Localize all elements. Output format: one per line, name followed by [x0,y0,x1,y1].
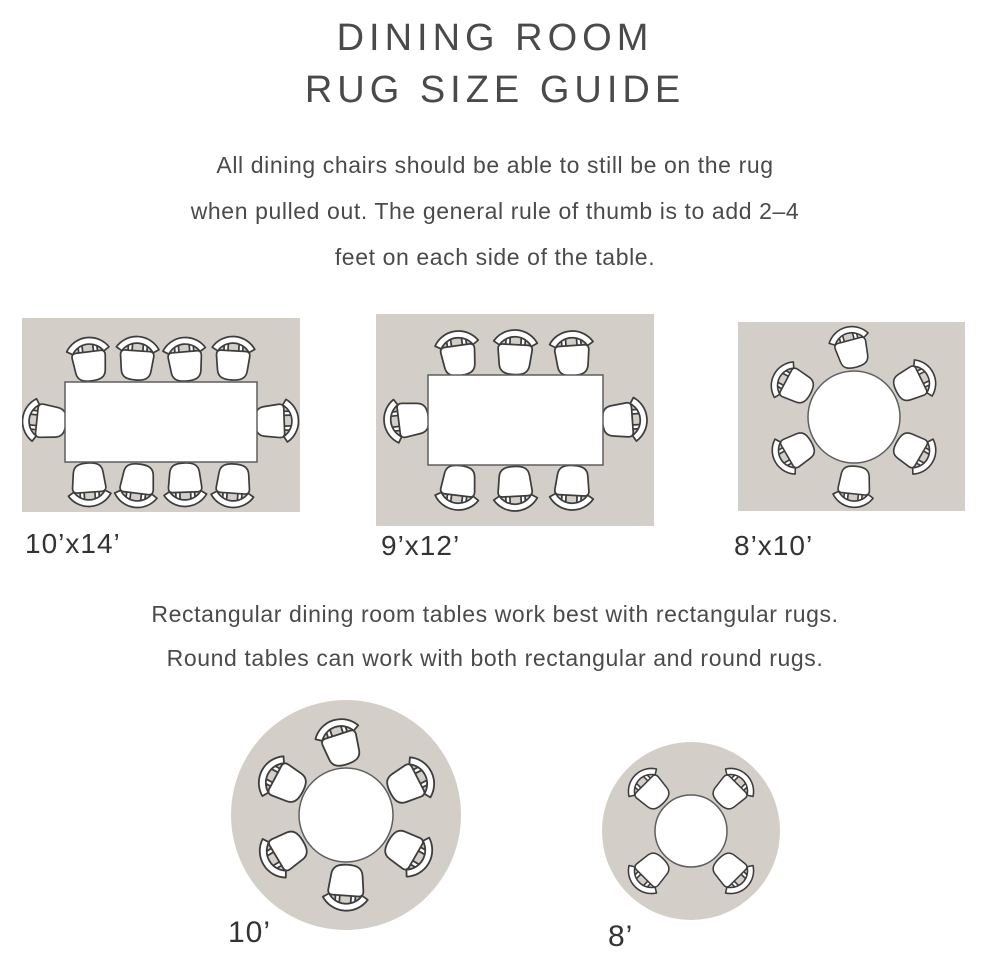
title-line-1: DINING ROOM [336,17,654,59]
dining-table [808,371,900,463]
rug-size-label-10x14: 10’x14’ [25,528,121,559]
rug-diagram-round-8-graphic [601,741,781,921]
rug-size-label-round-8: 8’ [608,920,634,953]
intro-line: All dining chairs should be able to still be on the rug [216,152,774,178]
dining-table [65,382,257,462]
rug-size-label-8x10: 8’x10’ [734,530,814,561]
title-line-2: RUG SIZE GUIDE [304,69,686,111]
rug-diagram-round-10-graphic [229,698,463,932]
note-line: Rectangular dining room tables work best with rectangular rugs. [151,601,839,627]
intro-text [0,142,990,280]
rug-diagram-10x14-graphic [22,318,300,512]
dining-table [655,795,727,867]
rug-diagram-round-8 [601,741,781,921]
rug-diagram-round-10 [229,698,463,932]
dining-table [428,375,603,465]
page-title [0,12,990,116]
rug-size-label-9x12: 9’x12’ [381,530,461,561]
note-line: Round tables can work with both rectangular and round rugs. [166,645,824,671]
rug-diagram-8x10-graphic [738,322,965,511]
note-text [0,592,990,680]
rug-diagram-9x12 [376,314,654,526]
rug-size-label-round-10: 10’ [228,916,272,949]
dining-table [299,768,393,862]
rug-diagram-8x10 [738,322,965,511]
rug-diagram-9x12-graphic [376,314,654,526]
intro-line: when pulled out. The general rule of thumb is to add 2–4 [190,198,800,224]
rug-diagram-10x14 [22,318,300,512]
intro-line: feet on each side of the table. [334,244,656,270]
